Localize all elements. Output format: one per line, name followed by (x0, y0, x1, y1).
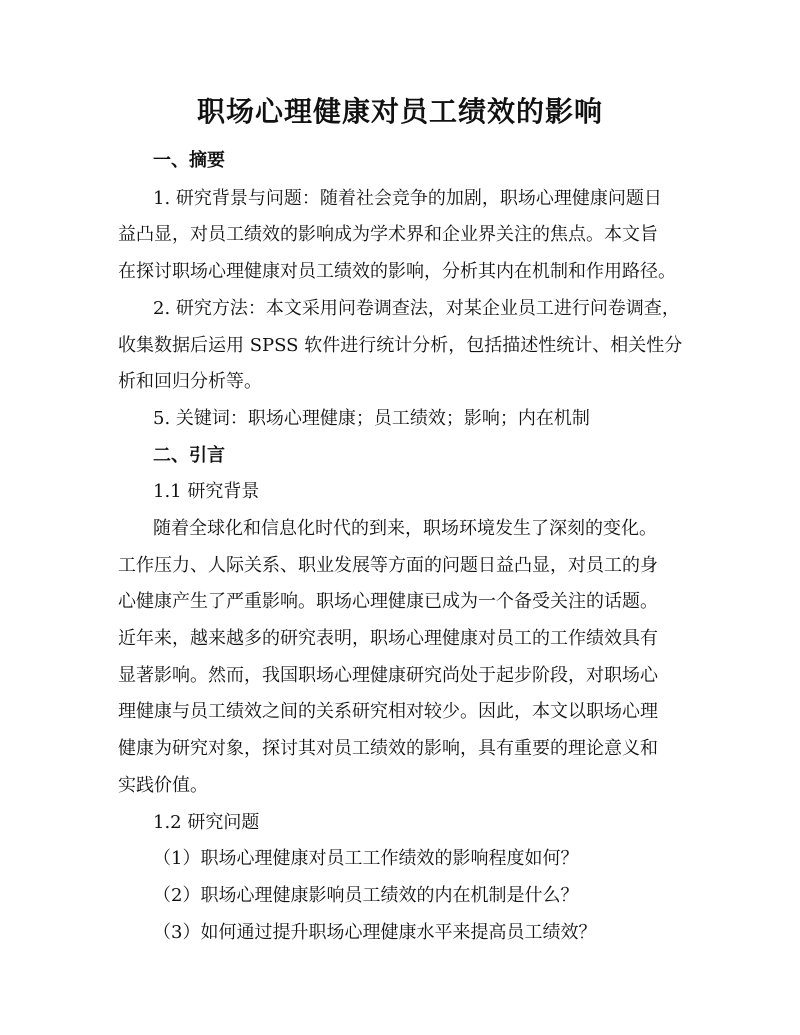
abstract-p1-line: 益凸显，对员工绩效的影响成为学术界和企业界关注的焦点。本文旨 (118, 224, 658, 245)
research-question: （1）职场心理健康对员工工作绩效的影响程度如何？ (153, 848, 579, 869)
subsection-heading-background: 1.1 研究背景 (153, 481, 260, 502)
abstract-p2-line: 2. 研究方法：本文采用问卷调查法，对某企业员工进行问卷调查， (153, 298, 680, 319)
abstract-p1-line: 1. 研究背景与问题：随着社会竞争的加剧，职场心理健康问题日 (153, 188, 662, 209)
background-line: 心健康产生了严重影响。职场心理健康已成为一个备受关注的话题。 (118, 591, 658, 612)
background-line: 健康为研究对象，探讨其对员工绩效的影响，具有重要的理论意义和 (118, 738, 658, 759)
research-question: （2）职场心理健康影响员工绩效的内在机制是什么？ (153, 885, 579, 906)
section-heading-abstract: 一、摘要 (153, 150, 225, 171)
background-line: 显著影响。然而，我国职场心理健康研究尚处于起步阶段，对职场心 (118, 665, 658, 686)
background-line: 近年来，越来越多的研究表明，职场心理健康对员工的工作绩效具有 (118, 628, 658, 649)
section-heading-intro: 二、引言 (153, 445, 225, 466)
document-title: 职场心理健康对员工绩效的影响 (196, 95, 603, 128)
background-line: 随着全球化和信息化时代的到来，职场环境发生了深刻的变化。 (153, 518, 657, 539)
background-line: 工作压力、人际关系、职业发展等方面的问题日益凸显，对员工的身 (118, 555, 658, 576)
abstract-p1-line: 在探讨职场心理健康对员工绩效的影响，分析其内在机制和作用路径。 (118, 261, 676, 282)
subsection-heading-questions: 1.2 研究问题 (153, 812, 260, 833)
background-line: 实践价值。 (118, 775, 208, 796)
background-line: 理健康与员工绩效之间的关系研究相对较少。因此，本文以职场心理 (118, 701, 658, 722)
abstract-keywords: 5. 关键词：职场心理健康；员工绩效；影响；内在机制 (153, 408, 590, 429)
research-question: （3）如何通过提升职场心理健康水平来提高员工绩效？ (153, 922, 597, 943)
abstract-p2-line: 收集数据后运用 SPSS 软件进行统计分析，包括描述性统计、相关性分 (118, 335, 683, 356)
abstract-p2-line: 析和回归分析等。 (118, 371, 262, 392)
